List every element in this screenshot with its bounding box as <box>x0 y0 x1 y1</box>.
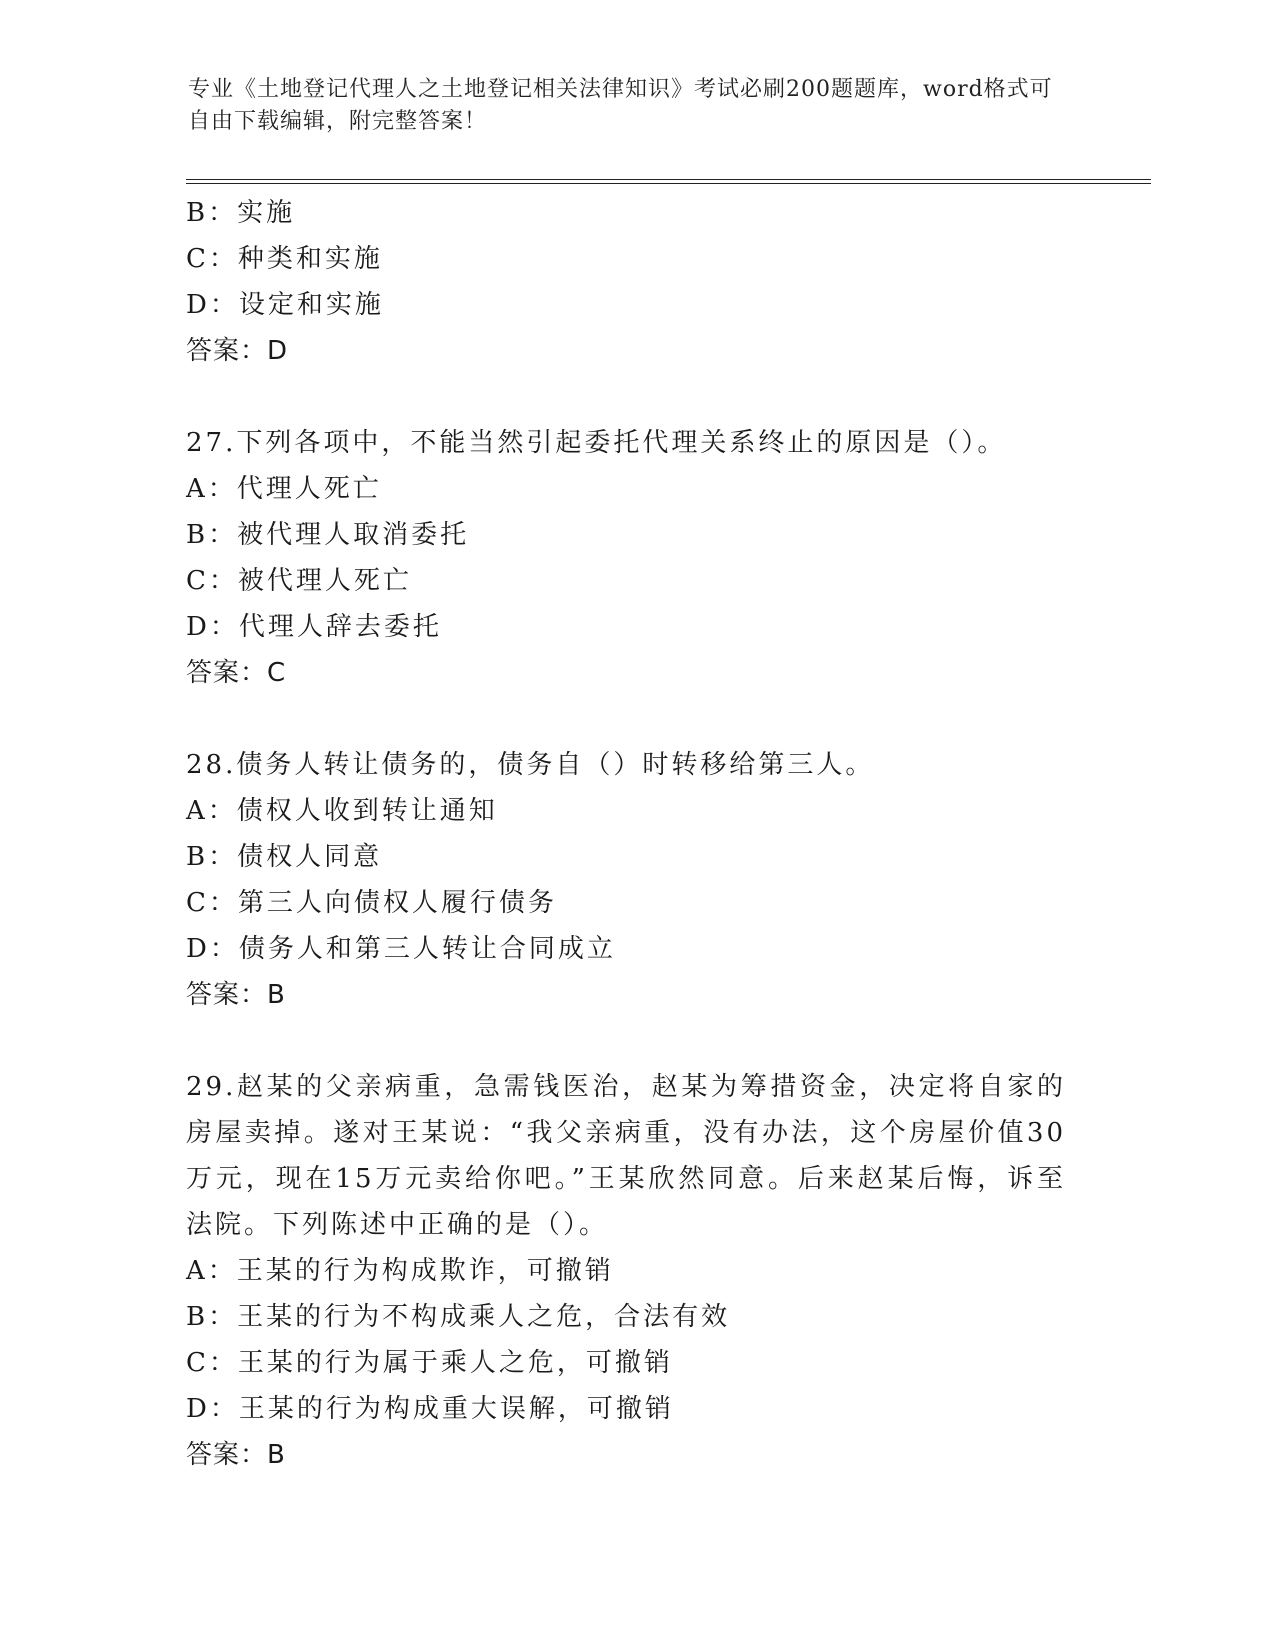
document-header: 专业《土地登记代理人之土地登记相关法律知识》考试必刷200题题库，word格式可自由下载编辑，附完整答案！ <box>188 77 1053 134</box>
option-a: A：代理人死亡 <box>186 474 382 504</box>
option-b: B：实施 <box>186 198 296 228</box>
header-divider-top <box>186 179 1151 180</box>
header-divider-bottom <box>186 183 1151 184</box>
question-29 <box>186 1064 1086 1478</box>
option-c: C：被代理人死亡 <box>186 566 412 596</box>
option-d: D：王某的行为构成重大误解，可撤销 <box>186 1394 674 1424</box>
option-d: D：代理人辞去委托 <box>186 612 442 642</box>
option-a: A：债权人收到转让通知 <box>186 796 498 826</box>
option-c: C：第三人向债权人履行债务 <box>186 888 557 918</box>
answer-line: 答案：B <box>186 1440 286 1470</box>
option-b: B：被代理人取消委托 <box>186 520 470 550</box>
answer-line: 答案：B <box>186 980 286 1010</box>
question-stem: 28.债务人转让债务的，债务自（）时转移给第三人。 <box>186 750 875 780</box>
partial-question <box>186 190 1086 374</box>
option-d: D：设定和实施 <box>186 290 384 320</box>
option-b: B：王某的行为不构成乘人之危，合法有效 <box>186 1302 731 1332</box>
question-stem: 29.赵某的父亲病重，急需钱医治，赵某为筹措资金，决定将自家的房屋卖掉。遂对王某说：“我父亲病重，没有办法，这个房屋价值30万元，现在15万元卖给你吧。”王某欣然同意。后来赵某后悔，诉至法院。下列陈述中正确的是（）。 <box>186 1072 1066 1240</box>
option-c: C：种类和实施 <box>186 244 383 274</box>
question-28 <box>186 742 1086 1018</box>
option-d: D：债务人和第三人转让合同成立 <box>186 934 616 964</box>
question-list <box>186 190 1086 1478</box>
option-a: A：王某的行为构成欺诈，可撤销 <box>186 1256 614 1286</box>
answer-line: 答案：C <box>186 658 287 688</box>
question-stem: 27.下列各项中，不能当然引起委托代理关系终止的原因是（）。 <box>186 428 1007 458</box>
answer-line: 答案：D <box>186 336 289 366</box>
option-b: B：债权人同意 <box>186 842 383 872</box>
question-27 <box>186 420 1086 696</box>
option-c: C：王某的行为属于乘人之危，可撤销 <box>186 1348 673 1378</box>
